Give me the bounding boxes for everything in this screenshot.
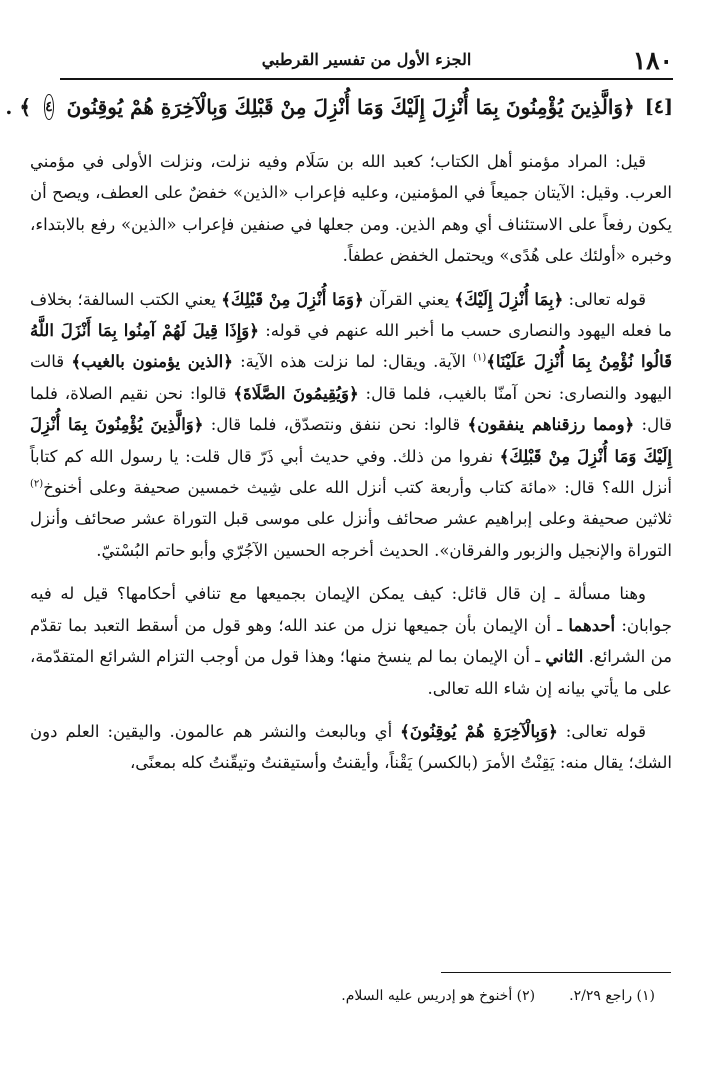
text-run: ـ أن الإيمان بأن جميعها نزل من عند الله؛ وهو قول من أسقط التعبد بما تقدّم من الشرائع. (30, 615, 672, 667)
page-number: ١٨٠ (632, 45, 673, 75)
text-run: يعني الكتب السالفة؛ بخلاف ما فعله اليهود والنصارى حسب ما أخبر الله عنهم في قوله: (30, 289, 672, 341)
text-run: قوله تعالى: (557, 721, 647, 741)
footnote-ref-1: (١) (473, 352, 487, 364)
quran-quote: ﴿وَمَا أُنْزِلَ مِنْ قَبْلِكَ﴾ (221, 289, 364, 309)
verse-heading (5, 86, 673, 128)
paragraph-1: قيل: المراد مؤمنو أهل الكتاب؛ كعبد الله بن سَلَام وفيه نزلت، ونزلت الأولى في مؤمني العرب. وقيل: الآيتان جميعاً في المؤمنين، وعليه فإعراب «الذين» خفضٌ على العطف، ويصح أن يكون رفعاً على الاستئناف أي وهم الذين. ومن جعلها في صنفين فإعراب «الذين» رفع بالابتداء، وخبره «أولئك على هُدًى» ويحتمل الخفض عطفاً. (30, 152, 672, 266)
running-title: الجزء الأول من تفسير القرطبي (261, 50, 472, 69)
verse-close: ﴾ . (5, 95, 32, 119)
quran-quote: ﴿وَبِالْآخِرَةِ هُمْ يُوقِنُونَ﴾ (400, 721, 558, 741)
paragraph-3 (30, 578, 672, 704)
verse-text: ﴿وَالَّذِينَ يُؤْمِنُونَ بِمَا أُنْزِلَ إِلَيْكَ وَمَا أُنْزِلَ مِنْ قَبْلِكَ وَبِالْآخِرَةِ هُمْ يُوقِنُونَ (66, 95, 635, 119)
paragraph-2 (30, 284, 672, 567)
footnote-1: (١) راجع ٢/٢٩. (569, 988, 655, 1004)
text-run: نفروا من ذلك. وفي حديث أبي ذَرّ قال قلت: يا رسول الله كم كتاباً أنزل الله؟ قال: «مائة كتاب وأربعة كتب أنزل الله على شِيث خمسين صحيفة وعلى أخنوخ (30, 446, 672, 498)
text-run: قالوا: نحن ننفق ونتصدّق، فلما قال: (203, 415, 468, 435)
page-header (60, 42, 673, 80)
quran-quote: ﴿الذين يؤمنون بالغيب﴾ (71, 352, 233, 372)
quran-quote: ﴿وَإِذَا قِيلَ لَهُمْ آمِنُوا بِمَا أَنْزَلَ اللَّهُ قَالُوا نُؤْمِنُ بِمَا أُنْزِلَ عَلَيْنَا﴾ (30, 321, 672, 372)
text-run: وهنا مسألة ـ إن قال قائل: كيف يمكن الإيمان بجميعها مع تنافي أحكامها؟ قيل له فيه جوابان: (30, 584, 672, 635)
text-run: أي وبالبعث والنشر هم عالمون. واليقين: العلم دون الشك؛ يقال منه: يَقِنْتُ الأمرَ (بالكسر) يَقْناً، وأيقنتُ وأستيقنتُ وتيقّنتُ كله بمعنًى، (30, 721, 672, 773)
footnote-divider (441, 972, 671, 973)
answer-label-first: أحدهما (568, 615, 616, 635)
quran-quote: ﴿وَالَّذِينَ يُؤْمِنُونَ بِمَا أُنْزِلَ إِلَيْكَ وَمَا أُنْزِلَ مِنْ قَبْلِكَ﴾ (30, 415, 672, 466)
footnotes (40, 988, 655, 1004)
text-run: قوله تعالى: (563, 289, 646, 309)
quran-quote: ﴿بِمَا أُنْزِلَ إِلَيْكَ﴾ (454, 289, 564, 309)
footnote-2: (٢) أخنوخ هو إدريس عليه السلام. (341, 988, 536, 1004)
verse-index: [٤] (644, 96, 673, 118)
text-run: قالت اليهود والنصارى: نحن آمنّا بالغيب، فلما قال: (30, 352, 672, 403)
text-run: الآية. ويقال: لما نزلت هذه الآية: (232, 352, 474, 372)
text-run: يعني القرآن (363, 289, 455, 309)
verse-number-medallion: ٤ (44, 94, 54, 120)
answer-label-second: الثاني (545, 647, 584, 667)
footnote-ref-2: (٢) (30, 478, 44, 490)
text-run: ـ أن الإيمان بما لم ينسخ منها؛ وهذا قول من أوجب التزام الشرائع المتقدّمة، على ما يأتي بيانه إن شاء الله تعالى. (30, 647, 672, 698)
text-run: قالوا: نحن نقيم الصلاة، فلما قال: (30, 383, 672, 435)
quran-quote: ﴿وَيُقِيمُونَ الصَّلَاةَ﴾ (233, 383, 359, 403)
paragraph-4 (30, 716, 672, 779)
quran-quote: ﴿ومما رزقناهم ينفقون﴾ (467, 415, 635, 435)
commentary-body (30, 146, 672, 791)
text-run: ثلاثين صحيفة وعلى إبراهيم عشر صحائف وأنزل على موسى قبل التوراة عشر صحائف وأنزل التوراة والإنجيل والزبور والفرقان». الحديث أخرجه الحسين الآجُرّي وأبو حاتم البُسْتيّ. (30, 509, 672, 560)
